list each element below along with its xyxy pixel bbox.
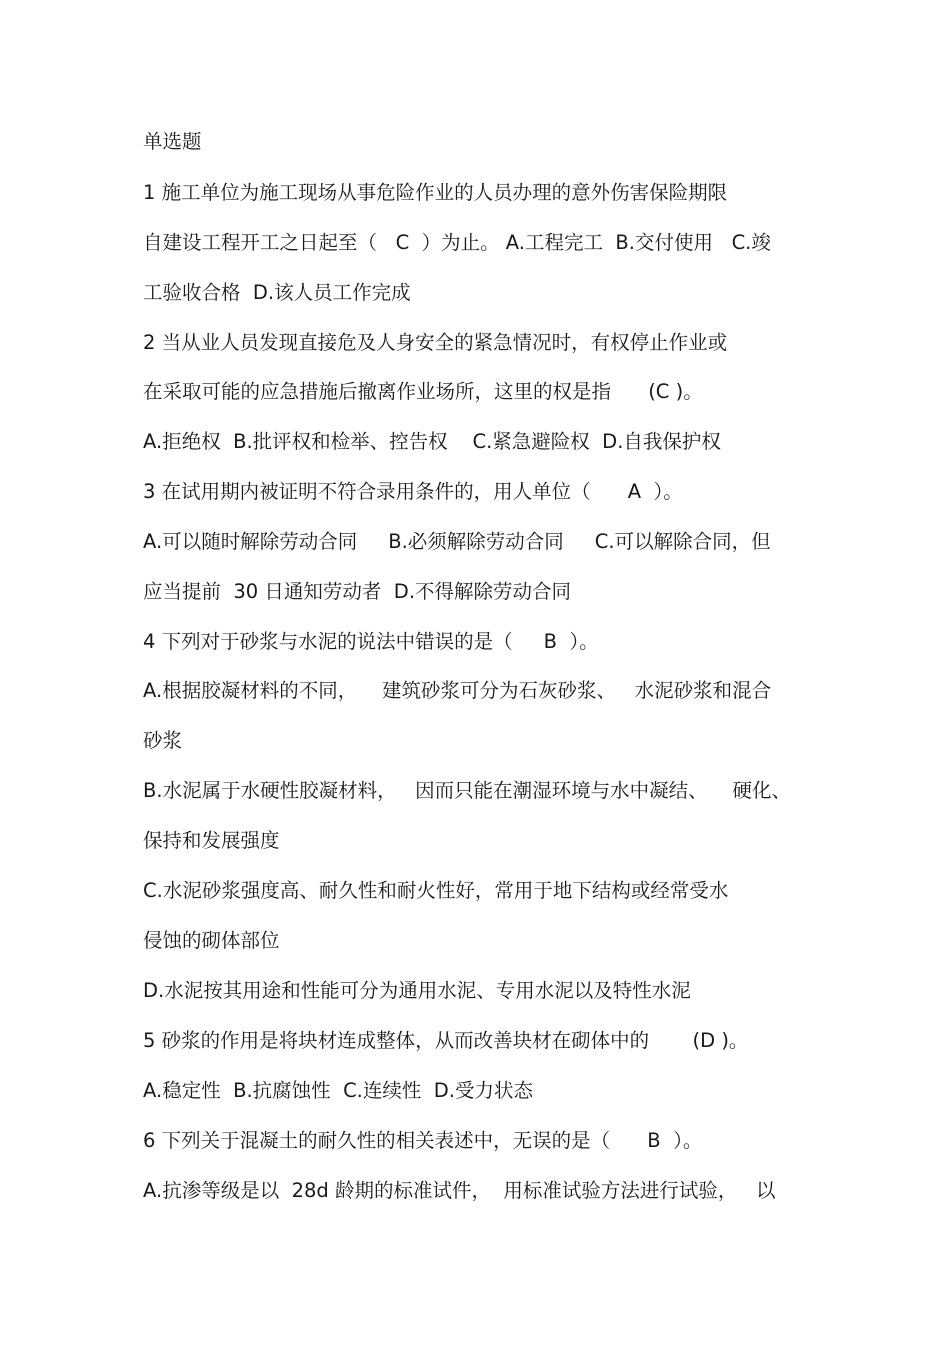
text-line: 应当提前 30 日通知劳动者 D.不得解除劳动合同	[143, 580, 572, 603]
text-line: 保持和发展强度	[143, 829, 280, 852]
text-line: 砂浆	[143, 729, 183, 752]
text-line: 在采取可能的应急措施后撤离作业场所，这里的权是指 (C )。	[143, 380, 703, 403]
section-heading: 单选题	[143, 130, 202, 153]
text-line: 3 在试用期内被证明不符合录用条件的，用人单位（ A ）。	[143, 480, 683, 503]
text-line: A.拒绝权 B.批评权和检举、控告权 C.紧急避险权 D.自我保护权	[143, 430, 721, 453]
text-line: 6 下列关于混凝土的耐久性的相关表述中，无误的是（ B ）。	[143, 1129, 703, 1152]
text-line: A.根据胶凝材料的不同， 建筑砂浆可分为石灰砂浆、 水泥砂浆和混合	[143, 679, 772, 702]
text-line: 2 当从业人员发现直接危及人身安全的紧急情况时，有权停止作业或	[143, 331, 728, 354]
text-line: D.水泥按其用途和性能可分为通用水泥、专用水泥以及特性水泥	[143, 979, 691, 1002]
text-line: A.稳定性 B.抗腐蚀性 C.连续性 D.受力状态	[143, 1079, 533, 1102]
text-line: 工验收合格 D.该人员工作完成	[143, 281, 411, 304]
text-line: 自建设工程开工之日起至（ C ）为止。 A.工程完工 B.交付使用 C.竣	[143, 231, 771, 254]
text-line: A.抗渗等级是以 28d 龄期的标准试件， 用标准试验方法进行试验， 以	[143, 1179, 776, 1202]
text-line: 5 砂浆的作用是将块材连成整体，从而改善块材在砌体中的 (D )。	[143, 1029, 749, 1052]
text-line: C.水泥砂浆强度高、耐久性和耐火性好，常用于地下结构或经常受水	[143, 879, 729, 902]
text-line: 1 施工单位为施工现场从事危险作业的人员办理的意外伤害保险期限	[143, 181, 728, 204]
text-line: 4 下列对于砂浆与水泥的说法中错误的是（ B ）。	[143, 630, 599, 653]
text-line: 侵蚀的砌体部位	[143, 929, 280, 952]
text-line: B.水泥属于水硬性胶凝材料， 因而只能在潮湿环境与水中凝结、 硬化、	[143, 779, 791, 802]
text-line: A.可以随时解除劳动合同 B.必须解除劳动合同 C.可以解除合同，但	[143, 530, 771, 553]
